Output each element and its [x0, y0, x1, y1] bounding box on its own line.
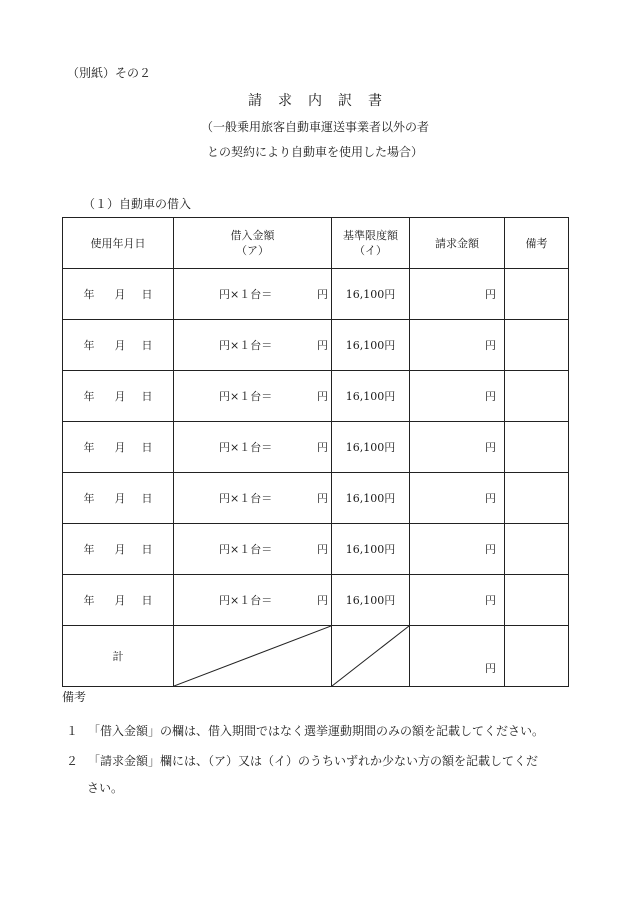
- remarks-cell[interactable]: [505, 269, 569, 320]
- borrow-amount-cell[interactable]: 円×１台＝ 円: [174, 422, 332, 473]
- claim-amount-cell[interactable]: 円: [410, 524, 505, 575]
- diagonal-slash: [174, 626, 331, 686]
- standard-limit-cell: 16,100円: [332, 473, 410, 524]
- note-item-1: １ 「借入金額」の欄は、借入期間ではなく選挙運動期間のみの額を記載してください。: [66, 724, 545, 738]
- borrow-amount-cell[interactable]: 円×１台＝ 円: [174, 473, 332, 524]
- header-borrow-amount: 借入金額 （ア）: [174, 218, 332, 269]
- standard-limit-cell: 16,100円: [332, 422, 410, 473]
- total-claim-amount[interactable]: 円: [410, 626, 505, 687]
- remarks-cell[interactable]: [505, 524, 569, 575]
- notes-heading: 備考: [62, 690, 87, 704]
- borrow-amount-cell[interactable]: 円×１台＝ 円: [174, 269, 332, 320]
- note-item-2-continuation: さい。: [87, 781, 124, 795]
- header-date: 使用年月日: [63, 218, 174, 269]
- standard-limit-cell: 16,100円: [332, 269, 410, 320]
- claim-amount-cell[interactable]: 円: [410, 422, 505, 473]
- claim-amount-cell[interactable]: 円: [410, 269, 505, 320]
- standard-limit-cell: 16,100円: [332, 320, 410, 371]
- borrow-amount-cell[interactable]: 円×１台＝ 円: [174, 575, 332, 626]
- total-standard-slash-cell: [332, 626, 410, 687]
- claim-amount-cell[interactable]: 円: [410, 371, 505, 422]
- borrow-amount-cell[interactable]: 円×１台＝ 円: [174, 320, 332, 371]
- table-row: [63, 422, 569, 473]
- diagonal-slash: [332, 626, 409, 686]
- table-row: [63, 575, 569, 626]
- date-cell[interactable]: 年 月 日: [63, 524, 174, 575]
- total-borrow-slash-cell: [174, 626, 332, 687]
- table-row: [63, 473, 569, 524]
- borrow-amount-cell[interactable]: 円×１台＝ 円: [174, 371, 332, 422]
- date-cell[interactable]: 年 月 日: [63, 575, 174, 626]
- remarks-cell[interactable]: [505, 575, 569, 626]
- claim-breakdown-table: [62, 217, 569, 687]
- date-cell[interactable]: 年 月 日: [63, 269, 174, 320]
- remarks-cell[interactable]: [505, 320, 569, 371]
- total-label: 計: [63, 626, 174, 687]
- standard-limit-cell: 16,100円: [332, 575, 410, 626]
- subtitle-line-1: （一般乗用旅客自動車運送事業者以外の者: [200, 120, 429, 134]
- table-row: [63, 524, 569, 575]
- claim-amount-cell[interactable]: 円: [410, 473, 505, 524]
- header-standard-limit: 基準限度額 （イ）: [332, 218, 410, 269]
- header-remarks: 備考: [505, 218, 569, 269]
- note-item-2: ２ 「請求金額」欄には、（ア）又は（イ）のうちいずれか少ない方の額を記載してくだ: [66, 754, 539, 768]
- attachment-label: （別紙）その２: [67, 66, 152, 80]
- standard-limit-cell: 16,100円: [332, 524, 410, 575]
- date-cell[interactable]: 年 月 日: [63, 371, 174, 422]
- table-row: [63, 269, 569, 320]
- date-cell[interactable]: 年 月 日: [63, 473, 174, 524]
- date-cell[interactable]: 年 月 日: [63, 320, 174, 371]
- subtitle-line-2: との契約により自動車を使用した場合）: [206, 145, 423, 159]
- header-claim-amount: 請求金額: [410, 218, 505, 269]
- claim-amount-cell[interactable]: 円: [410, 575, 505, 626]
- remarks-cell[interactable]: [505, 422, 569, 473]
- standard-limit-cell: 16,100円: [332, 371, 410, 422]
- document-title: 請求内訳書: [248, 93, 398, 109]
- remarks-cell[interactable]: [505, 371, 569, 422]
- date-cell[interactable]: 年 月 日: [63, 422, 174, 473]
- total-row: [63, 626, 569, 687]
- table-header-row: [63, 218, 569, 269]
- table-row: [63, 371, 569, 422]
- total-remarks[interactable]: [505, 626, 569, 687]
- table-row: [63, 320, 569, 371]
- borrow-amount-cell[interactable]: 円×１台＝ 円: [174, 524, 332, 575]
- section-title: （１）自動車の借入: [83, 197, 192, 211]
- remarks-cell[interactable]: [505, 473, 569, 524]
- claim-amount-cell[interactable]: 円: [410, 320, 505, 371]
